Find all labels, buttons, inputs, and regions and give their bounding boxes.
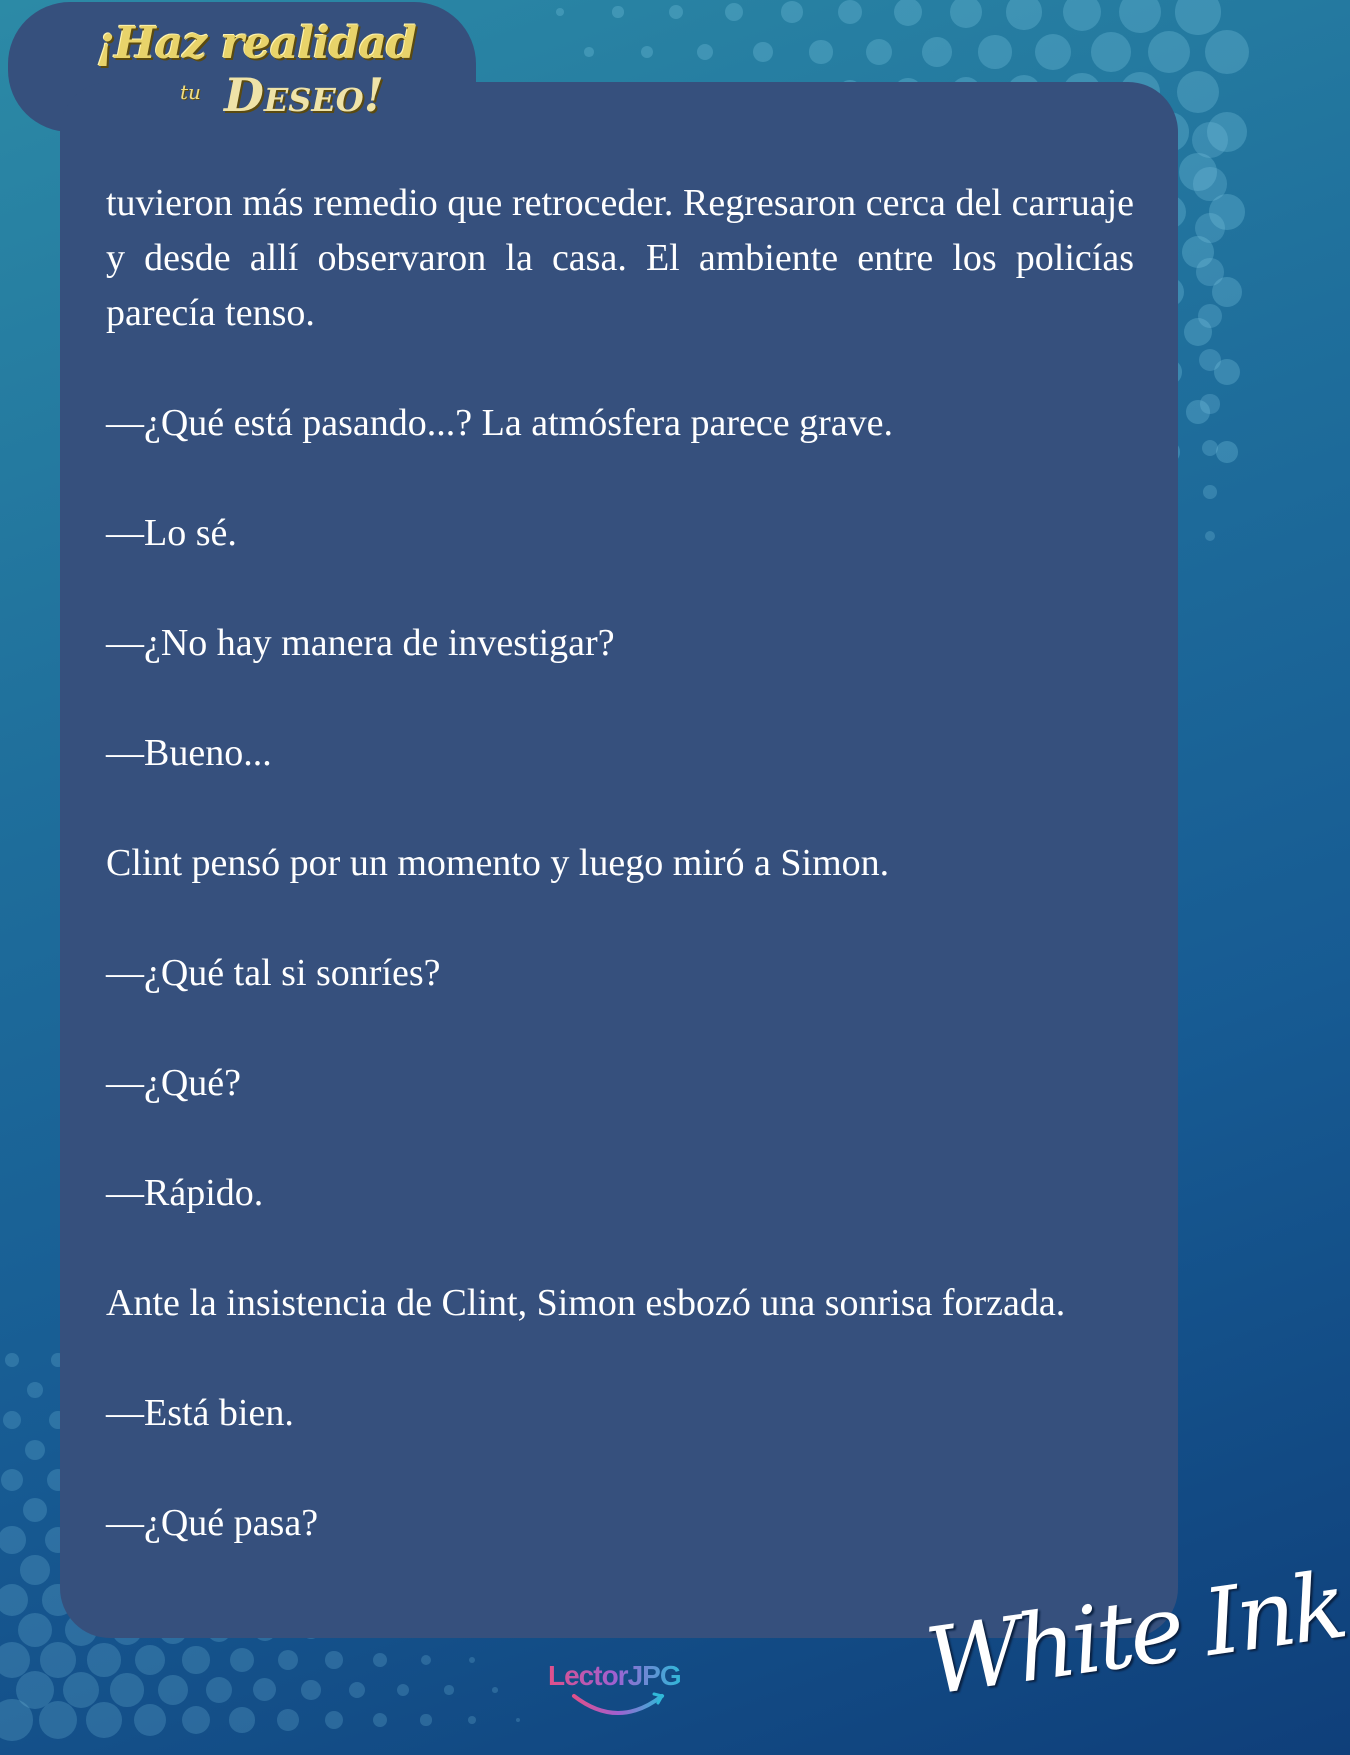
paragraph: —¿Qué tal si sonríes? [106,952,441,994]
background-dot [1119,0,1161,33]
background-dot [421,1655,431,1665]
paragraph: —¿Qué? [106,1062,242,1104]
background-dot [612,6,623,17]
background-dot [444,1685,453,1694]
background-dot [134,1704,166,1736]
background-dot [20,1555,50,1585]
logo-line1: ¡Haz realidad [96,18,416,69]
background-dot [25,1440,45,1460]
background-dot [206,1677,232,1703]
paragraph: —Lo sé. [106,512,237,554]
background-dot [1195,213,1225,243]
background-dot [373,1653,387,1667]
background-dot [516,1718,520,1722]
background-dot [158,1675,188,1705]
paragraph: Clint pensó por un momento y luego miró a Simon. [106,842,890,884]
background-dot [781,1,803,23]
background-dot [809,40,832,63]
background-dot [922,37,952,67]
background-dot [349,1682,365,1698]
background-dot [3,1411,21,1429]
lectorjpg-watermark [548,1660,690,1720]
background-dot [753,42,773,62]
background-dot [0,1526,26,1553]
background-dot [1199,349,1221,371]
logo-tu: tu [180,80,201,104]
background-dot [40,1642,75,1677]
background-dot [866,39,892,65]
background-dot [420,1714,431,1725]
background-dot [182,1646,209,1673]
background-dot [325,1651,342,1668]
background-dot [1175,0,1220,35]
background-dot [950,0,982,28]
background-dot [5,1353,19,1367]
background-dot [39,1701,78,1740]
background-dot [230,1648,254,1672]
background-dot [110,1673,143,1706]
paragraph: —Bueno... [106,732,272,774]
background-dot [63,1672,99,1708]
background-dot [978,35,1011,68]
background-dot [1200,394,1219,413]
background-dot [1193,167,1226,200]
background-dot [725,3,743,21]
paragraph: Ante la insistencia de Clint, Simon esbozó una sonrisa forzada. [106,1282,1066,1324]
background-dot [697,44,713,60]
background-dot [1063,0,1102,31]
watermark-text: LectorJPG [548,1660,681,1691]
background-dot [1196,258,1224,286]
background-dot [1205,531,1216,542]
background-dot [301,1680,321,1700]
background-dot [1,1469,24,1492]
paragraph: —¿No hay manera de investigar? [106,622,615,664]
paragraph: —¿Qué pasa? [106,1502,319,1544]
background-dot [397,1684,410,1697]
background-dot [373,1713,388,1728]
background-dot [468,1716,476,1724]
background-dot [23,1498,48,1523]
background-dot [1177,71,1219,113]
background-dot [87,1643,120,1676]
background-dot [1205,30,1250,75]
background-dot [556,8,564,16]
background-dot [838,0,863,24]
story-text [106,176,1134,1606]
background-dot [277,1709,299,1731]
background-dot [1006,0,1041,30]
background-dot [1091,32,1131,72]
paragraph: —Rápido. [106,1172,264,1214]
background-dot [641,46,654,59]
logo-line2: Deseo! [224,68,384,122]
background-dot [584,47,593,56]
background-dot [1198,304,1223,329]
background-dot [325,1711,343,1729]
background-dot [0,1699,33,1740]
background-dot [229,1707,254,1732]
background-dot [1216,441,1237,462]
background-dot [492,1687,498,1693]
background-dot [1192,122,1228,158]
background-dot [1035,34,1071,70]
background-dot [669,5,684,20]
background-dot [0,1584,28,1616]
logo [96,18,416,123]
background-dot [86,1702,122,1738]
background-dot [1203,485,1217,499]
background-dot [182,1706,211,1735]
smile-arc-icon [568,1690,668,1718]
background-dot [894,0,922,26]
background-dot [1148,31,1191,74]
background-dot [469,1657,476,1664]
paragraph: —Está bien. [106,1392,294,1434]
background-dot [253,1678,276,1701]
background-dot [18,1613,52,1647]
paragraph: —¿Qué está pasando...? La atmósfera parece grave. [106,402,894,444]
paragraph: tuvieron más remedio que retroceder. Regresaron cerca del carruaje y desde allí observaron la casa. El ambiente entre los policías parecía tenso. [106,182,1134,334]
background-dot [135,1645,165,1675]
white-ink-signature: White Ink [920,1551,1350,1716]
background-dot [27,1382,43,1398]
background-dot [278,1650,299,1671]
